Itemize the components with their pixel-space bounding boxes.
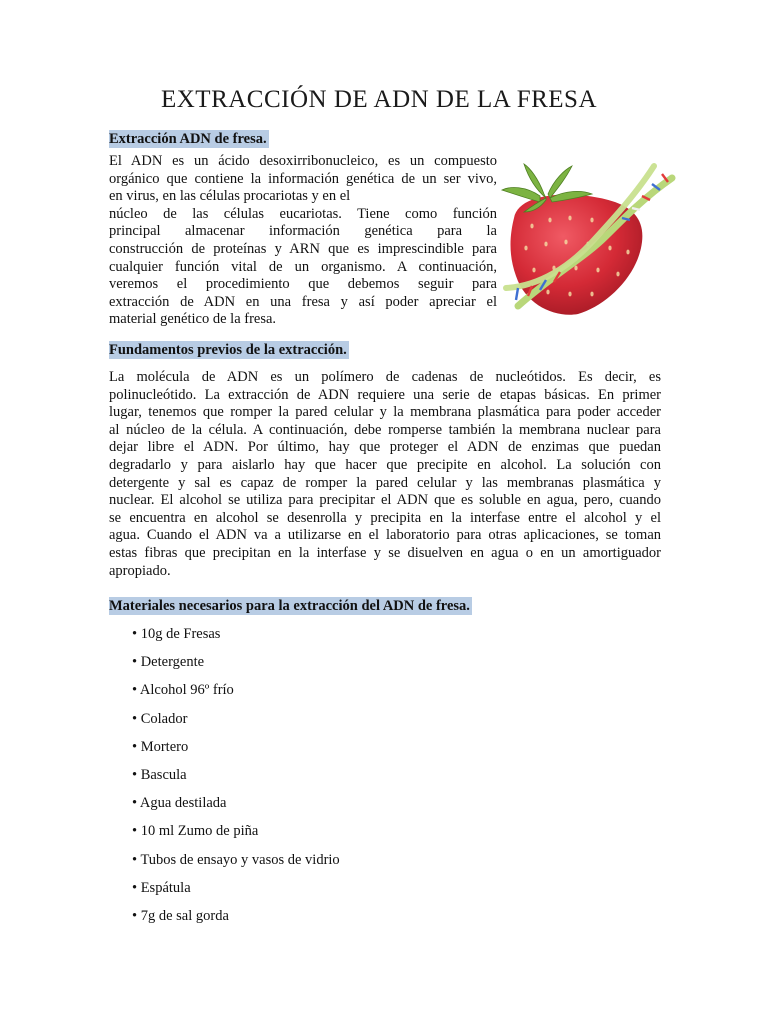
- text-line: degradarlo y para aislarlo hay que hacer que precipite en alcohol. La solución con: [109, 456, 661, 473]
- list-item: • Espátula: [132, 879, 191, 896]
- text-line: material genético de la fresa.: [109, 311, 277, 328]
- section-heading-fundamentos: Fundamentos previos de la extracción.: [109, 342, 347, 358]
- text-line: orgánico que contiene la información genética de un ser vivo,: [109, 170, 497, 187]
- document-title: EXTRACCIÓN DE ADN DE LA FRESA: [160, 86, 598, 113]
- text-line: lugar, tenemos que romper la pared celular y la membrana plasmática para poder acceder: [109, 404, 661, 421]
- text-line: cualquier función vital de un organismo. A continuación,: [109, 258, 497, 275]
- text-line: El ADN es un ácido desoxirribonucleico, es un compuesto: [109, 153, 497, 169]
- list-item: • Bascula: [132, 766, 187, 783]
- section-heading-extraccion: Extracción ADN de fresa.: [109, 131, 267, 147]
- intro-paragraph: [109, 153, 497, 329]
- text-line: en virus, en las células procariotas y en el: [109, 188, 351, 205]
- text-line: dejar libre el ADN. Por último, hay que proteger el ADN de enzimas que puedan: [109, 439, 661, 456]
- text-line: La molécula de ADN es un polímero de cadenas de nucleótidos. Es decir, es: [109, 369, 661, 385]
- text-line: detergente y sal es capaz de romper la pared celular y las membranas plasmática y: [109, 474, 661, 491]
- fundamentos-paragraph: [109, 369, 661, 580]
- list-item: • Tubos de ensayo y vasos de vidrio: [132, 851, 340, 868]
- list-item: • 10 ml Zumo de piña: [132, 823, 259, 840]
- text-line: veremos el procedimiento que debemos seguir para: [109, 276, 497, 293]
- list-item: • 7g de sal gorda: [132, 907, 229, 924]
- section-heading-materiales: Materiales necesarios para la extracción del ADN de fresa.: [109, 598, 470, 614]
- text-line: nuclear. El alcohol se utiliza para precipitar el ADN que es soluble en agua, pero, cuando: [109, 492, 661, 509]
- text-line: estas fibras que precipitan en la interfase y se disuelven en agua o en un amortiguador: [109, 544, 661, 561]
- text-line: construcción de proteínas y ARN que es imprescindible para: [109, 240, 497, 257]
- text-line: se encuentra en alcohol se desenrolla y precipita en la interfase entre el alcohol y el: [109, 509, 661, 526]
- text-line: principal almacenar información genética para la: [109, 223, 497, 240]
- text-line: al núcleo de la célula. A continuación, debe romperse también la membrana nuclear para: [109, 421, 661, 438]
- list-item: • Mortero: [132, 738, 189, 755]
- materials-list: [132, 624, 340, 934]
- list-item: • 10g de Fresas: [132, 626, 221, 642]
- text-line: polinucleótido. La extracción de ADN requiere una serie de etapas básicas. En primer: [109, 386, 661, 403]
- text-line: núcleo de las células eucariotas. Tiene como función: [109, 205, 497, 222]
- text-line: apropiado.: [109, 562, 171, 579]
- strawberry-dna-illustration: [496, 156, 684, 324]
- list-item: • Alcohol 96º frío: [132, 682, 234, 699]
- text-line: agua. Cuando el ADN va a utilizarse en el laboratorio para otras aplicaciones, se toman: [109, 527, 661, 544]
- list-item: • Colador: [132, 710, 188, 727]
- list-item: • Detergente: [132, 654, 205, 671]
- text-line: extracción de ADN en una fresa y así poder apreciar el: [109, 293, 497, 310]
- list-item: • Agua destilada: [132, 795, 227, 812]
